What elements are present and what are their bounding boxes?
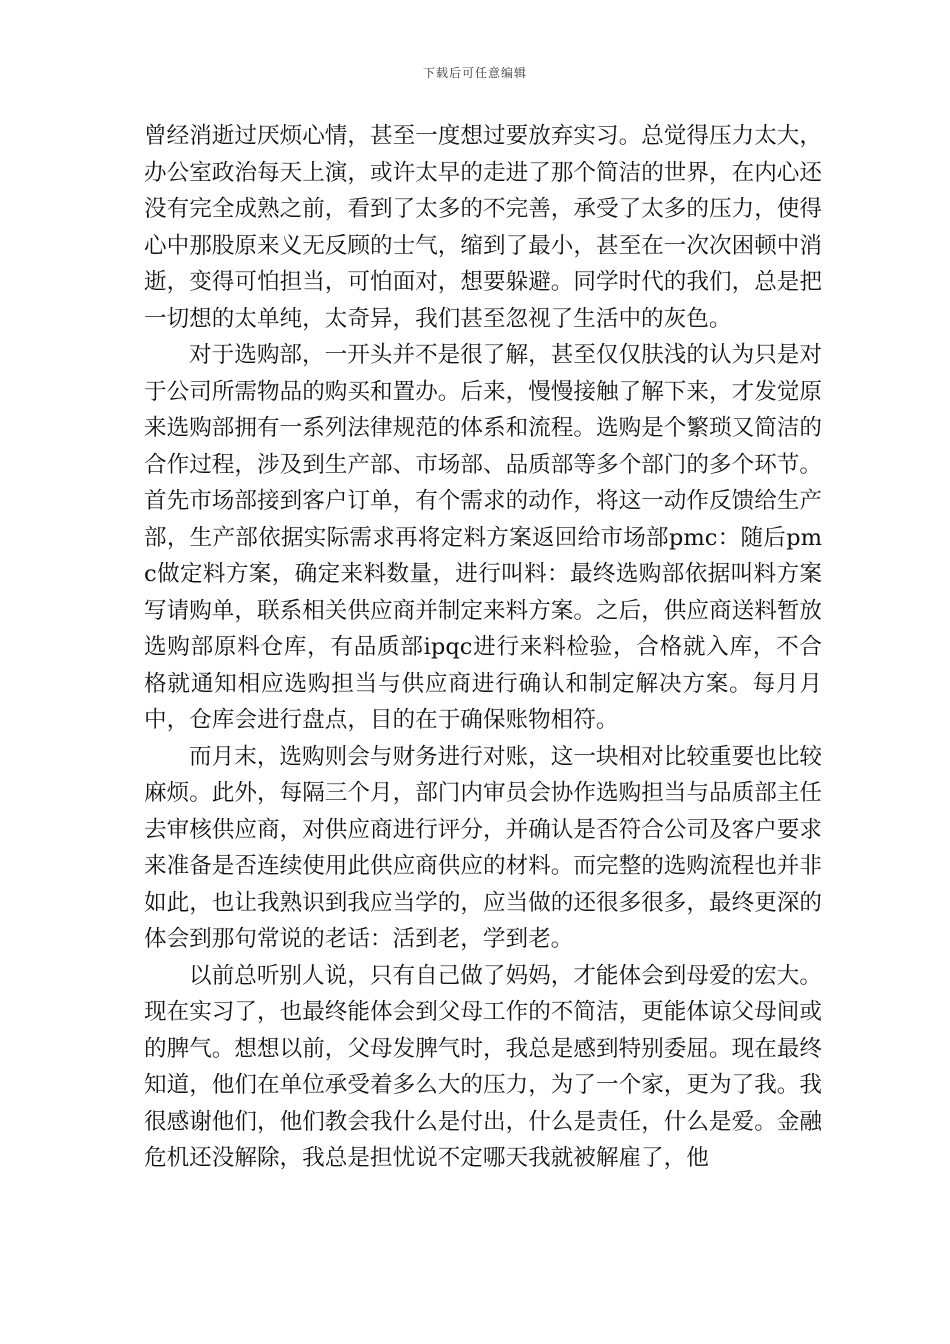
- page-header: 下载后可任意编辑: [422, 66, 527, 80]
- paragraph-4: 以前总听别人说，只有自己做了妈妈，才能体会到母爱的宏大。现在实习了，也最终能体会到父母工作的不简洁，更能体谅父母间或的脾气。想想以前，父母发脾气时，我总是感到特别委屈。现在最终知道，他们在单位承受着多么大的压力，为了一个家，更为了我。我很感谢他们，他们教会我什么是付出，什么是责任，什么是爱。金融危机还没解除，我总是担忧说不定哪天我就被解雇了，他: [144, 962, 822, 1171]
- paragraph-2: 对于选购部，一开头并不是很了解，甚至仅仅肤浅的认为只是对于公司所需物品的购买和置办。后来，慢慢接触了解下来，才发觉原来选购部拥有一系列法律规范的体系和流程。选购是个繁琐又简洁的合作过程，涉及到生产部、市场部、品质部等多个部门的多个环节。首先市场部接到客户订单，有个需求的动作，将这一动作反馈给生产部，生产部依据实际需求再将定料方案返回给市场部pmc：随后pmc做定料方案，确定来料数量，进行叫料：最终选购部依据叫料方案写请购单，联系相关供应商并制定来料方案。之后，供应商送料暂放选购部原料仓库，有品质部ipqc进行来料检验，合格就入库，不合格就通知相应选购担当与供应商进行确认和制定解决方案。每月月中，仓库会进行盘点，目的在于确保账物相符。: [144, 342, 822, 733]
- document-body: [144, 118, 822, 1177]
- paragraph-1: 曾经消逝过厌烦心情，甚至一度想过要放弃实习。总觉得压力太大，办公室政治每天上演，或许太早的走进了那个简洁的世界，在内心还没有完全成熟之前，看到了太多的不完善，承受了太多的压力，使得心中那股原来义无反顾的士气，缩到了最小，甚至在一次次困顿中消逝，变得可怕担当，可怕面对，想要躲避。同学时代的我们，总是把一切想的太单纯，太奇异，我们甚至忽视了生活中的灰色。: [144, 123, 822, 332]
- paragraph-3: 而月末，选购则会与财务进行对账，这一块相对比较重要也比较麻烦。此外，每隔三个月，部门内审员会协作选购担当与品质部主任去审核供应商，对供应商进行评分，并确认是否符合公司及客户要求来准备是否连续使用此供应商供应的材料。而完整的选购流程也并非如此，也让我熟识到我应当学的，应当做的还很多很多，最终更深的体会到那句常说的老话：活到老，学到老。: [144, 743, 822, 952]
